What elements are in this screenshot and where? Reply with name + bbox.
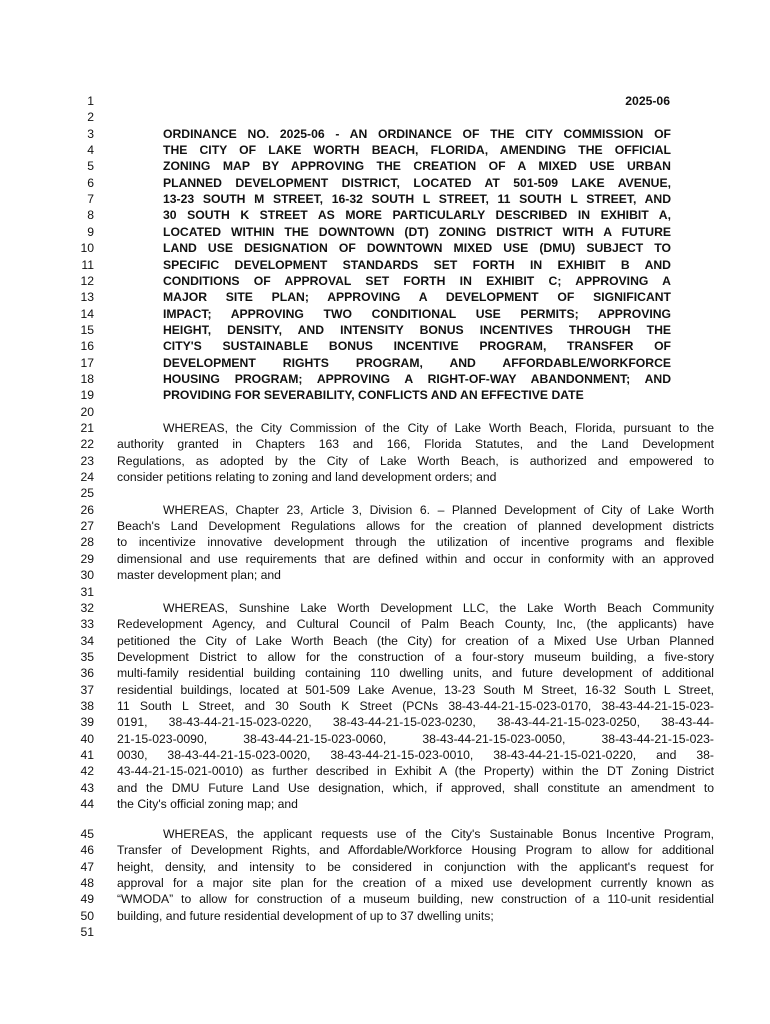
document-line [0,842,770,859]
document-line [0,224,770,241]
line-number: 35 [80,649,94,664]
line-number: 22 [80,437,94,452]
paragraph-line: master development plan; and [117,568,281,583]
document-line [0,908,770,925]
document-line [0,109,770,126]
line-number: 42 [80,764,94,779]
document-line [0,404,770,421]
line-number: 20 [80,404,94,419]
line-number: 6 [87,175,94,190]
line-number: 25 [80,486,94,501]
paragraph-line: and the DMU Future Land Use designation, which, if approved, shall constitute an amendment to [117,780,714,795]
line-number: 3 [87,126,94,141]
document-line [0,240,770,257]
document-line [0,355,770,372]
paragraph-line: 0191, 38-43-44-21-15-023-0220, 38-43-44-21-15-023-0230, 38-43-44-21-15-023-0250, 38-43-44- [117,715,714,730]
ordinance-title-line: PROVIDING FOR SEVERABILITY, CONFLICTS AND AN EFFECTIVE DATE [163,388,584,403]
line-number: 23 [80,453,94,468]
line-number: 45 [80,827,94,841]
document-line [0,485,770,502]
line-number: 47 [80,859,94,874]
document-line [0,191,770,208]
paragraph-line: Redevelopment Agency, and Cultural Council of Palm Beach County, Inc, (the applicants) have [117,617,714,632]
document-line [0,616,770,633]
document-line [0,436,770,453]
line-number: 13 [80,290,94,305]
paragraph-line: 21-15-023-0090, 38-43-44-21-15-023-0060, 38-43-44-21-15-023-0050, 38-43-44-21-15-023- [117,731,714,746]
line-number: 31 [80,584,94,599]
line-number: 24 [80,470,94,485]
line-number: 49 [80,892,94,907]
document-line [0,93,770,110]
line-number: 33 [80,617,94,632]
document-line [0,158,770,175]
document-line [0,924,770,941]
document-line [0,469,770,486]
line-number: 30 [80,568,94,583]
line-number: 16 [80,339,94,354]
document-line [0,891,770,908]
document-line [0,714,770,731]
ordinance-title-line: SPECIFIC DEVELOPMENT STANDARDS SET FORTH IN EXHIBIT B AND [163,257,671,272]
document-line [0,289,770,306]
ordinance-title-line: HEIGHT, DENSITY, AND INTENSITY BONUS INCENTIVES THROUGH THE [163,322,671,337]
line-number: 14 [80,306,94,321]
line-number: 9 [87,224,94,239]
line-number: 40 [80,731,94,746]
ordinance-title-line: LOCATED WITHIN THE DOWNTOWN (DT) ZONING DISTRICT WITH A FUTURE [163,224,671,239]
paragraph-line: multi-family residential building containing 110 dwelling units, and future development of additional [117,666,714,681]
line-number: 43 [80,780,94,795]
paragraph-line: height, density, and intensity to be considered in conjunction with the applicant's request for [117,859,714,874]
paragraph-line: dimensional and use requirements that are defined within and occur in conformity with an approved [117,551,714,566]
line-number: 8 [87,208,94,223]
paragraph-line: WHEREAS, the City Commission of the City of Lake Worth Beach, Florida, pursuant to the [163,421,714,435]
paragraph-line: the City's official zoning map; and [117,797,298,812]
document-line [0,665,770,682]
paragraph-line: WHEREAS, the applicant requests use of the City's Sustainable Bonus Incentive Program, [163,827,714,841]
document-line [0,142,770,159]
ordinance-title-line: PLANNED DEVELOPMENT DISTRICT, LOCATED AT 501-509 LAKE AVENUE, [163,175,671,190]
document-line [0,780,770,797]
document-line [0,126,770,143]
document-line [0,518,770,535]
ordinance-title-line: 13-23 SOUTH M STREET, 16-32 SOUTH L STREET, 11 SOUTH L STREET, AND [163,192,671,207]
paragraph-line: consider petitions relating to zoning and land development orders; and [117,470,497,485]
document-line [0,600,770,617]
paragraph-line: petitioned the City of Lake Worth Beach (the City) for creation of a Mixed Use Urban Planned [117,633,714,648]
line-number: 7 [87,192,94,207]
ordinance-title-line: CITY'S SUSTAINABLE BONUS INCENTIVE PROGRAM, TRANSFER OF [163,339,671,354]
document-line [0,273,770,290]
line-number: 2 [87,110,94,125]
paragraph-line: Beach's Land Development Regulations allows for the creation of planned development districts [117,519,714,534]
document-line [0,698,770,715]
document-line [0,826,770,843]
line-number: 27 [80,519,94,534]
document-line [0,633,770,650]
line-number: 15 [80,322,94,337]
paragraph-line: residential buildings, located at 501-509 Lake Avenue, 13-23 South M Street, 16-32 South L Street, [117,682,714,697]
line-number: 11 [81,257,94,272]
document-line [0,207,770,224]
document-line [0,859,770,876]
ordinance-title-line: MAJOR SITE PLAN; APPROVING A DEVELOPMENT OF SIGNIFICANT [163,290,671,305]
document-line [0,175,770,192]
line-number: 19 [80,388,94,403]
ordinance-title-line: LAND USE DESIGNATION OF DOWNTOWN MIXED USE (DMU) SUBJECT TO [163,241,671,256]
line-number: 50 [80,908,94,923]
paragraph-line: WHEREAS, Sunshine Lake Worth Development LLC, the Lake Worth Beach Community [163,600,714,615]
line-number: 37 [80,682,94,697]
ordinance-title-line: HOUSING PROGRAM; APPROVING A RIGHT-OF-WAY ABANDONMENT; AND [163,371,671,386]
line-number: 5 [87,159,94,174]
document-line [0,551,770,568]
document-line [0,682,770,699]
paragraph-line: 0030, 38-43-44-21-15-023-0020, 38-43-44-21-15-023-0010, 38-43-44-21-15-021-0220, and 38- [117,748,714,762]
document-number: 2025-06 [625,94,670,108]
document-line [0,731,770,748]
paragraph-line: “WMODA” to allow for construction of a museum building, new construction of a 110-unit residential [117,892,714,907]
line-number: 29 [80,551,94,566]
line-number: 28 [80,535,94,550]
line-number: 17 [80,355,94,370]
document-line [0,747,770,764]
line-number: 39 [80,715,94,730]
line-number: 51 [80,925,94,940]
paragraph-line: approval for a major site plan for the creation of a mixed use development currently known as [117,876,714,891]
ordinance-title-line: 30 SOUTH K STREET AS MORE PARTICULARLY DESCRIBED IN EXHIBIT A, [163,208,671,223]
line-number: 21 [80,421,94,435]
document-line [0,567,770,584]
ordinance-title-line: ORDINANCE NO. 2025-06 - AN ORDINANCE OF THE CITY COMMISSION OF [163,126,671,141]
line-number: 1 [87,94,94,108]
document-line [0,322,770,339]
document-line [0,420,770,437]
line-number: 38 [80,698,94,713]
document-line [0,306,770,323]
ordinance-title-line: DEVELOPMENT RIGHTS PROGRAM, AND AFFORDABLE/WORKFORCE [163,355,671,370]
line-number: 26 [80,502,94,517]
line-number: 18 [80,371,94,386]
document-line [0,584,770,601]
line-number: 32 [80,600,94,615]
line-number: 41 [80,748,94,762]
ordinance-title-line: CONDITIONS OF APPROVAL SET FORTH IN EXHIBIT C; APPROVING A [163,273,671,288]
document-line [0,649,770,666]
ordinance-title-line: ZONING MAP BY APPROVING THE CREATION OF A MIXED USE URBAN [163,159,671,174]
document-line [0,387,770,404]
paragraph-line: 11 South L Street, and 30 South K Street (PCNs 38-43-44-21-15-023-0170, 38-43-44-21-15-023- [117,698,714,713]
paragraph-line: 43-44-21-15-021-0010) as further described in Exhibit A (the Property) within the DT Zoning District [117,764,714,779]
paragraph-line: to incentivize innovative development through the utilization of incentive programs and flexible [117,535,714,550]
line-number: 4 [87,143,94,158]
line-number: 48 [80,876,94,891]
line-number: 12 [80,273,94,288]
document-line [0,338,770,355]
paragraph-line: Transfer of Development Rights, and Affordable/Workforce Housing Program to allow for additional [117,843,714,858]
paragraph-line: Development District to allow for the construction of a four-story museum building, a five-story [117,649,714,664]
document-line [0,371,770,388]
document-line [0,502,770,519]
paragraph-line: WHEREAS, Chapter 23, Article 3, Division 6. – Planned Development of City of Lake Worth [163,502,714,517]
document-line [0,796,770,813]
paragraph-line: Regulations, as adopted by the City of Lake Worth Beach, is authorized and empowered to [117,453,714,468]
line-number: 34 [80,633,94,648]
paragraph-line: authority granted in Chapters 163 and 166, Florida Statutes, and the Land Development [117,437,714,452]
line-number: 44 [80,797,94,812]
document-line [0,763,770,780]
document-line [0,534,770,551]
line-number: 36 [80,666,94,681]
paragraph-line: building, and future residential development of up to 37 dwelling units; [117,908,494,923]
ordinance-title-line: IMPACT; APPROVING TWO CONDITIONAL USE PERMITS; APPROVING [163,306,671,321]
line-number: 10 [80,241,94,256]
line-number: 46 [80,843,94,858]
ordinance-title-line: THE CITY OF LAKE WORTH BEACH, FLORIDA, AMENDING THE OFFICIAL [163,143,671,158]
document-line [0,875,770,892]
document-line [0,453,770,470]
document-line [0,257,770,274]
